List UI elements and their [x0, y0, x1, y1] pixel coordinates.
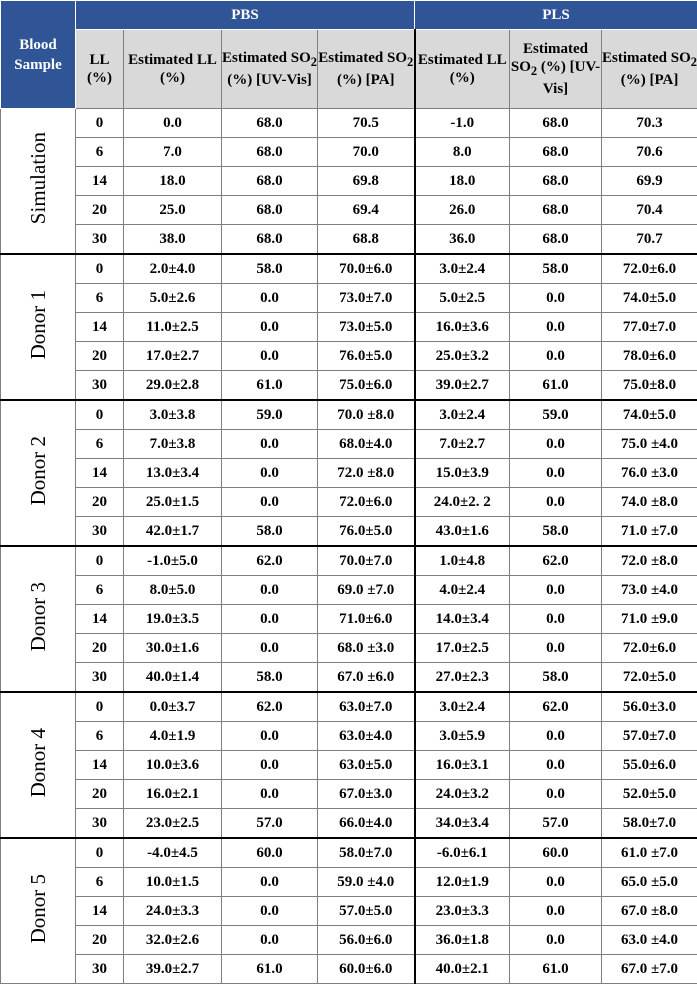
pbs-est-so2-uvvis-cell: 0.0 [222, 576, 318, 605]
pls-est-ll-cell: 16.0±3.6 [415, 313, 510, 342]
group-label: Simulation [26, 132, 51, 224]
pbs-est-ll-cell: 17.0±2.7 [124, 342, 222, 371]
pbs-est-ll-cell: 11.0±2.5 [124, 313, 222, 342]
pbs-est-so2-uvvis-cell: 61.0 [222, 955, 318, 984]
pbs-est-so2-uvvis-cell: 0.0 [222, 313, 318, 342]
pls-est-so2-pa-cell: 67.0 ±8.0 [602, 897, 697, 926]
pls-est-so2-pa-cell: 52.0±5.0 [602, 780, 697, 809]
pbs-est-so2-pa-cell: 72.0 ±8.0 [318, 459, 415, 488]
pls-est-ll-cell: 36.0±1.8 [415, 926, 510, 955]
pbs-est-so2-pa-cell: 68.8 [318, 225, 415, 255]
pbs-est-so2-uvvis-cell: 58.0 [222, 254, 318, 284]
pbs-est-ll-cell: 0.0 [124, 109, 222, 138]
pls-est-so2-pa-cell: 72.0 ±8.0 [602, 546, 697, 576]
pls-est-ll-cell: 43.0±1.6 [415, 517, 510, 547]
pls-est-so2-pa-cell: 75.0 ±4.0 [602, 430, 697, 459]
pbs-est-ll-cell: 10.0±1.5 [124, 868, 222, 897]
ll-percent-cell: 20 [76, 488, 124, 517]
pbs-est-so2-uvvis-cell: 58.0 [222, 663, 318, 693]
pls-est-so2-uvvis-cell: 68.0 [510, 225, 602, 255]
pls-est-so2-uvvis-cell: 0.0 [510, 722, 602, 751]
pbs-est-ll-cell: 42.0±1.7 [124, 517, 222, 547]
ll-percent-cell: 30 [76, 663, 124, 693]
ll-percent-cell: 20 [76, 196, 124, 225]
pbs-est-ll-cell: 19.0±3.5 [124, 605, 222, 634]
ll-percent-cell: 0 [76, 254, 124, 284]
pbs-est-ll-cell: 8.0±5.0 [124, 576, 222, 605]
pbs-est-so2-pa-cell: 63.0±4.0 [318, 722, 415, 751]
ll-percent-cell: 6 [76, 576, 124, 605]
pbs-est-so2-pa-cell: 68.0±4.0 [318, 430, 415, 459]
pls-est-so2-pa-cell: 71.0 ±7.0 [602, 517, 697, 547]
pls-est-so2-pa-cell: 74.0±5.0 [602, 284, 697, 313]
pls-est-so2-uvvis-cell: 62.0 [510, 692, 602, 722]
pbs-est-so2-pa-cell: 70.0±7.0 [318, 546, 415, 576]
pbs-est-so2-uvvis-cell: 61.0 [222, 371, 318, 401]
pbs-est-ll-cell: 2.0±4.0 [124, 254, 222, 284]
pls-est-ll-cell: 3.0±2.4 [415, 254, 510, 284]
pbs-est-ll-cell: 16.0±2.1 [124, 780, 222, 809]
pbs-est-so2-uvvis-cell: 0.0 [222, 605, 318, 634]
pls-est-so2-uvvis-cell: 60.0 [510, 838, 602, 868]
header-ll-percent: LL (%) [76, 30, 124, 109]
pls-est-so2-pa-cell: 55.0±6.0 [602, 751, 697, 780]
table-row [1, 809, 697, 839]
pls-est-so2-uvvis-cell: 0.0 [510, 868, 602, 897]
table-row [1, 459, 697, 488]
pbs-est-so2-uvvis-cell: 0.0 [222, 780, 318, 809]
pls-est-so2-pa-cell: 70.6 [602, 138, 697, 167]
pbs-est-so2-pa-cell: 57.0±5.0 [318, 897, 415, 926]
pls-est-so2-uvvis-cell: 68.0 [510, 196, 602, 225]
pls-est-so2-pa-cell: 69.9 [602, 167, 697, 196]
pbs-est-ll-cell: 25.0±1.5 [124, 488, 222, 517]
pls-est-so2-uvvis-cell: 0.0 [510, 342, 602, 371]
table-row [1, 225, 697, 255]
pbs-est-so2-pa-cell: 71.0±6.0 [318, 605, 415, 634]
pls-est-so2-pa-cell: 76.0 ±3.0 [602, 459, 697, 488]
table-row [1, 838, 697, 868]
pls-est-ll-cell: 34.0±3.4 [415, 809, 510, 839]
pbs-est-so2-pa-cell: 66.0±4.0 [318, 809, 415, 839]
pls-est-so2-pa-cell: 58.0±7.0 [602, 809, 697, 839]
table-row [1, 254, 697, 284]
pls-est-so2-pa-cell: 73.0 ±4.0 [602, 576, 697, 605]
pbs-est-so2-uvvis-cell: 0.0 [222, 284, 318, 313]
table-row [1, 634, 697, 663]
pbs-est-so2-uvvis-cell: 0.0 [222, 459, 318, 488]
pbs-est-so2-uvvis-cell: 68.0 [222, 225, 318, 255]
pls-est-so2-pa-cell: 78.0±6.0 [602, 342, 697, 371]
pls-est-so2-pa-cell: 57.0±7.0 [602, 722, 697, 751]
pbs-est-ll-cell: -4.0±4.5 [124, 838, 222, 868]
pls-est-ll-cell: 4.0±2.4 [415, 576, 510, 605]
pbs-est-so2-uvvis-cell: 57.0 [222, 809, 318, 839]
ll-percent-cell: 30 [76, 371, 124, 401]
pbs-est-so2-pa-cell: 59.0 ±4.0 [318, 868, 415, 897]
ll-percent-cell: 14 [76, 459, 124, 488]
pls-est-so2-uvvis-cell: 68.0 [510, 109, 602, 138]
pbs-est-ll-cell: 23.0±2.5 [124, 809, 222, 839]
pls-est-so2-pa-cell: 77.0±7.0 [602, 313, 697, 342]
pbs-est-ll-cell: 13.0±3.4 [124, 459, 222, 488]
pbs-est-so2-uvvis-cell: 62.0 [222, 546, 318, 576]
pbs-est-so2-pa-cell: 70.5 [318, 109, 415, 138]
group-label-cell [1, 692, 76, 838]
pls-est-so2-uvvis-cell: 0.0 [510, 284, 602, 313]
pbs-est-so2-uvvis-cell: 0.0 [222, 722, 318, 751]
pls-est-so2-uvvis-cell: 68.0 [510, 167, 602, 196]
pbs-est-ll-cell: 29.0±2.8 [124, 371, 222, 401]
ll-percent-cell: 6 [76, 430, 124, 459]
pbs-est-ll-cell: 32.0±2.6 [124, 926, 222, 955]
pls-est-ll-cell: 15.0±3.9 [415, 459, 510, 488]
header-pls-est-so2-pa: Estimated $SO_2$ (%) [PA] [602, 30, 697, 109]
pls-est-so2-uvvis-cell: 0.0 [510, 488, 602, 517]
pbs-est-so2-pa-cell: 72.0±6.0 [318, 488, 415, 517]
pls-est-ll-cell: -1.0 [415, 109, 510, 138]
pbs-est-so2-pa-cell: 69.0 ±7.0 [318, 576, 415, 605]
table-row [1, 546, 697, 576]
table-row [1, 663, 697, 693]
pbs-est-so2-uvvis-cell: 0.0 [222, 926, 318, 955]
pbs-est-ll-cell: 39.0±2.7 [124, 955, 222, 984]
pbs-est-so2-uvvis-cell: 0.0 [222, 751, 318, 780]
pbs-est-so2-pa-cell: 67.0 ±6.0 [318, 663, 415, 693]
table-row [1, 517, 697, 547]
pls-est-ll-cell: 3.0±2.4 [415, 692, 510, 722]
pls-est-so2-pa-cell: 70.3 [602, 109, 697, 138]
pbs-est-so2-pa-cell: 73.0±5.0 [318, 313, 415, 342]
pbs-est-so2-pa-cell: 70.0±6.0 [318, 254, 415, 284]
pls-est-ll-cell: 23.0±3.3 [415, 897, 510, 926]
pls-est-so2-uvvis-cell: 0.0 [510, 897, 602, 926]
ll-percent-cell: 6 [76, 722, 124, 751]
header-pbs-est-so2-uvvis: Estimated $SO_2$ (%) [UV-Vis] [222, 30, 318, 109]
pls-est-so2-uvvis-cell: 58.0 [510, 517, 602, 547]
ll-percent-cell: 30 [76, 809, 124, 839]
pbs-est-ll-cell: 7.0 [124, 138, 222, 167]
group-label: Donor 4 [26, 728, 51, 797]
pls-est-ll-cell: 3.0±2.4 [415, 400, 510, 430]
pbs-est-ll-cell: 18.0 [124, 167, 222, 196]
pls-est-so2-pa-cell: 63.0 ±4.0 [602, 926, 697, 955]
pls-est-so2-uvvis-cell: 68.0 [510, 138, 602, 167]
pls-est-so2-uvvis-cell: 61.0 [510, 371, 602, 401]
pls-est-so2-uvvis-cell: 0.0 [510, 751, 602, 780]
table-row [1, 780, 697, 809]
pls-est-ll-cell: 12.0±1.9 [415, 868, 510, 897]
pbs-est-so2-uvvis-cell: 62.0 [222, 692, 318, 722]
pls-est-so2-pa-cell: 74.0 ±8.0 [602, 488, 697, 517]
pbs-est-so2-uvvis-cell: 59.0 [222, 400, 318, 430]
pbs-est-so2-uvvis-cell: 68.0 [222, 196, 318, 225]
table-row [1, 576, 697, 605]
pbs-est-so2-pa-cell: 68.0 ±3.0 [318, 634, 415, 663]
header-pbs-est-so2-pa: Estimated $SO_2$ (%) [PA] [318, 30, 415, 109]
ll-percent-cell: 0 [76, 109, 124, 138]
ll-percent-cell: 6 [76, 868, 124, 897]
pls-est-ll-cell: 3.0±5.9 [415, 722, 510, 751]
pls-est-ll-cell: 39.0±2.7 [415, 371, 510, 401]
group-label-cell [1, 254, 76, 400]
pbs-est-ll-cell: 10.0±3.6 [124, 751, 222, 780]
header-pls: PLS [415, 1, 697, 30]
table-row [1, 400, 697, 430]
ll-percent-cell: 14 [76, 751, 124, 780]
table-row [1, 196, 697, 225]
ll-percent-cell: 0 [76, 692, 124, 722]
ll-percent-cell: 6 [76, 284, 124, 313]
pbs-est-so2-pa-cell: 73.0±7.0 [318, 284, 415, 313]
ll-percent-cell: 30 [76, 517, 124, 547]
pbs-est-so2-pa-cell: 69.8 [318, 167, 415, 196]
pls-est-ll-cell: 5.0±2.5 [415, 284, 510, 313]
ll-percent-cell: 30 [76, 955, 124, 984]
ll-percent-cell: 0 [76, 838, 124, 868]
pls-est-so2-uvvis-cell: 0.0 [510, 459, 602, 488]
pbs-est-so2-uvvis-cell: 60.0 [222, 838, 318, 868]
ll-percent-cell: 0 [76, 546, 124, 576]
pls-est-ll-cell: 25.0±3.2 [415, 342, 510, 371]
table-row [1, 109, 697, 138]
pbs-est-so2-pa-cell: 63.0±7.0 [318, 692, 415, 722]
pls-est-ll-cell: 16.0±3.1 [415, 751, 510, 780]
pbs-est-so2-pa-cell: 60.0±6.0 [318, 955, 415, 984]
ll-percent-cell: 6 [76, 138, 124, 167]
pbs-est-so2-pa-cell: 56.0±6.0 [318, 926, 415, 955]
pls-est-ll-cell: 1.0±4.8 [415, 546, 510, 576]
pls-est-ll-cell: 18.0 [415, 167, 510, 196]
pls-est-ll-cell: 14.0±3.4 [415, 605, 510, 634]
ll-percent-cell: 14 [76, 313, 124, 342]
pls-est-so2-uvvis-cell: 59.0 [510, 400, 602, 430]
pls-est-so2-pa-cell: 71.0 ±9.0 [602, 605, 697, 634]
pls-est-so2-pa-cell: 56.0±3.0 [602, 692, 697, 722]
pbs-est-so2-pa-cell: 67.0±3.0 [318, 780, 415, 809]
pls-est-so2-uvvis-cell: 0.0 [510, 576, 602, 605]
header-pbs: PBS [76, 1, 415, 30]
ll-percent-cell: 20 [76, 634, 124, 663]
table-row [1, 955, 697, 984]
table-row [1, 722, 697, 751]
pls-est-so2-pa-cell: 72.0±5.0 [602, 663, 697, 693]
group-label-cell [1, 838, 76, 984]
ll-percent-cell: 14 [76, 897, 124, 926]
pls-est-so2-uvvis-cell: 0.0 [510, 430, 602, 459]
header-pbs-est-ll: Estimated LL (%) [124, 30, 222, 109]
pbs-est-so2-pa-cell: 70.0 ±8.0 [318, 400, 415, 430]
ll-percent-cell: 14 [76, 605, 124, 634]
table-row [1, 342, 697, 371]
pls-est-so2-pa-cell: 72.0±6.0 [602, 254, 697, 284]
table-row [1, 430, 697, 459]
group-label: Donor 5 [26, 874, 51, 943]
pbs-est-so2-pa-cell: 70.0 [318, 138, 415, 167]
pbs-est-ll-cell: 24.0±3.3 [124, 897, 222, 926]
pbs-est-so2-pa-cell: 75.0±6.0 [318, 371, 415, 401]
pls-est-so2-pa-cell: 72.0±6.0 [602, 634, 697, 663]
pbs-est-ll-cell: 30.0±1.6 [124, 634, 222, 663]
pbs-est-ll-cell: 38.0 [124, 225, 222, 255]
pls-est-so2-uvvis-cell: 0.0 [510, 926, 602, 955]
pbs-est-ll-cell: 40.0±1.4 [124, 663, 222, 693]
pls-est-so2-pa-cell: 75.0±8.0 [602, 371, 697, 401]
table-row [1, 605, 697, 634]
ll-percent-cell: 14 [76, 167, 124, 196]
pls-est-so2-pa-cell: 61.0 ±7.0 [602, 838, 697, 868]
pbs-est-so2-uvvis-cell: 68.0 [222, 109, 318, 138]
pls-est-ll-cell: 17.0±2.5 [415, 634, 510, 663]
pls-est-so2-pa-cell: 70.4 [602, 196, 697, 225]
header-blood-sample: Blood Sample [1, 1, 76, 109]
table-row [1, 488, 697, 517]
table-row [1, 284, 697, 313]
header-pls-est-so2-uvvis: Estimated $SO_2$ (%) [UV-Vis] [510, 30, 602, 109]
pbs-est-so2-pa-cell: 58.0±7.0 [318, 838, 415, 868]
pls-est-so2-uvvis-cell: 0.0 [510, 605, 602, 634]
pbs-est-so2-pa-cell: 76.0±5.0 [318, 342, 415, 371]
pbs-est-ll-cell: 4.0±1.9 [124, 722, 222, 751]
pls-est-ll-cell: 7.0±2.7 [415, 430, 510, 459]
table-row [1, 313, 697, 342]
pbs-est-ll-cell: 5.0±2.6 [124, 284, 222, 313]
pls-est-ll-cell: 8.0 [415, 138, 510, 167]
pls-est-so2-uvvis-cell: 0.0 [510, 313, 602, 342]
pbs-est-so2-uvvis-cell: 0.0 [222, 342, 318, 371]
pls-est-ll-cell: 24.0±3.2 [415, 780, 510, 809]
header-pls-est-ll: Estimated LL (%) [415, 30, 510, 109]
pbs-est-so2-uvvis-cell: 68.0 [222, 138, 318, 167]
ll-percent-cell: 0 [76, 400, 124, 430]
table-row [1, 751, 697, 780]
pbs-est-so2-uvvis-cell: 0.0 [222, 488, 318, 517]
pls-est-ll-cell: 24.0±2. 2 [415, 488, 510, 517]
group-label: Donor 2 [26, 436, 51, 505]
table-body [1, 109, 697, 984]
pls-est-so2-uvvis-cell: 62.0 [510, 546, 602, 576]
pls-est-so2-uvvis-cell: 58.0 [510, 254, 602, 284]
pls-est-so2-uvvis-cell: 57.0 [510, 809, 602, 839]
table-row [1, 138, 697, 167]
pls-est-so2-pa-cell: 74.0±5.0 [602, 400, 697, 430]
pls-est-ll-cell: -6.0±6.1 [415, 838, 510, 868]
pbs-est-so2-pa-cell: 69.4 [318, 196, 415, 225]
pls-est-so2-pa-cell: 67.0 ±7.0 [602, 955, 697, 984]
pls-est-ll-cell: 40.0±2.1 [415, 955, 510, 984]
table-row [1, 167, 697, 196]
group-label-cell [1, 109, 76, 255]
pls-est-so2-uvvis-cell: 0.0 [510, 780, 602, 809]
pbs-est-ll-cell: 7.0±3.8 [124, 430, 222, 459]
pbs-est-so2-uvvis-cell: 0.0 [222, 897, 318, 926]
pbs-est-ll-cell: 0.0±3.7 [124, 692, 222, 722]
pls-est-so2-uvvis-cell: 0.0 [510, 634, 602, 663]
ll-percent-cell: 20 [76, 342, 124, 371]
group-label-cell [1, 546, 76, 692]
table-row [1, 692, 697, 722]
pls-est-ll-cell: 27.0±2.3 [415, 663, 510, 693]
group-label: Donor 1 [26, 290, 51, 359]
pbs-est-so2-pa-cell: 63.0±5.0 [318, 751, 415, 780]
ll-percent-cell: 20 [76, 926, 124, 955]
pbs-est-so2-uvvis-cell: 58.0 [222, 517, 318, 547]
table-row [1, 371, 697, 401]
pls-est-so2-pa-cell: 65.0 ±5.0 [602, 868, 697, 897]
pls-est-so2-uvvis-cell: 58.0 [510, 663, 602, 693]
group-label: Donor 3 [26, 582, 51, 651]
pls-est-so2-uvvis-cell: 61.0 [510, 955, 602, 984]
pbs-est-so2-uvvis-cell: 68.0 [222, 167, 318, 196]
pbs-est-ll-cell: 3.0±3.8 [124, 400, 222, 430]
pbs-est-so2-uvvis-cell: 0.0 [222, 868, 318, 897]
pls-est-ll-cell: 26.0 [415, 196, 510, 225]
table-row [1, 868, 697, 897]
pls-est-so2-pa-cell: 70.7 [602, 225, 697, 255]
pls-est-ll-cell: 36.0 [415, 225, 510, 255]
ll-percent-cell: 20 [76, 780, 124, 809]
group-label-cell [1, 400, 76, 546]
pbs-est-ll-cell: -1.0±5.0 [124, 546, 222, 576]
ll-percent-cell: 30 [76, 225, 124, 255]
pbs-est-so2-uvvis-cell: 0.0 [222, 430, 318, 459]
table-row [1, 897, 697, 926]
table-row [1, 926, 697, 955]
pbs-est-ll-cell: 25.0 [124, 196, 222, 225]
pbs-est-so2-uvvis-cell: 0.0 [222, 634, 318, 663]
pbs-est-so2-pa-cell: 76.0±5.0 [318, 517, 415, 547]
